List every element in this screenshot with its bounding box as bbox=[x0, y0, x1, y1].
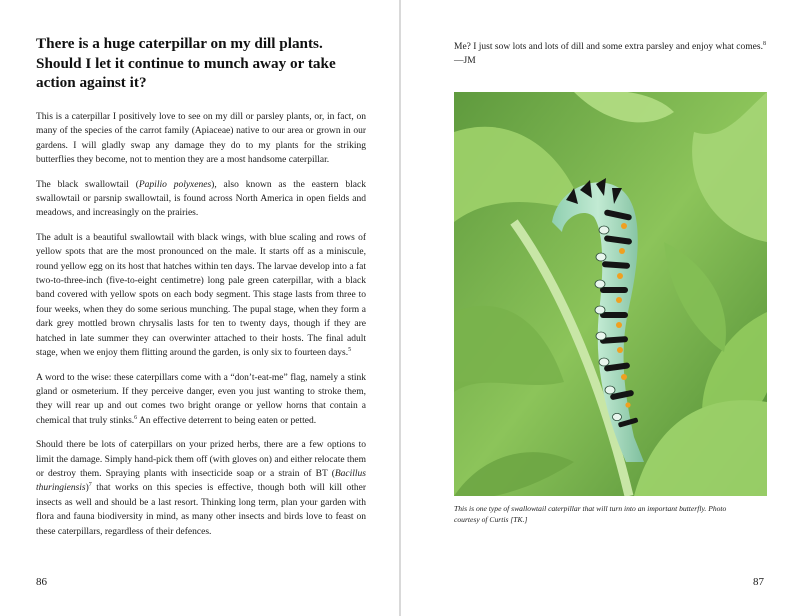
page-number-left: 86 bbox=[36, 576, 47, 588]
paragraph-text: A word to the wise: these caterpillars come with a “don’t-eat-me” flag, namely a stink gland or osmeterium. If they perceive danger, even you just wanting to stroke them, they will rear up and out comes two bright orange or yellow horns that contain a chemical that truly stinks. bbox=[36, 372, 366, 426]
species-name: Bacillus thuringiensis bbox=[36, 468, 366, 494]
paragraph-4 bbox=[36, 371, 366, 429]
paragraph-text: that works on this species is effective, though both will kill other insects as well and should be a last resort. Thinking long term, plan your garden with flora and fauna biodiversity in mind, as many other insects and birds love to feast on these caterpillars, regardless of their defences. bbox=[36, 483, 366, 537]
caterpillar-photo bbox=[454, 92, 767, 496]
paragraph-text: The adult is a beautiful swallowtail with black wings, with blue scaling and rows of yellow spots that are the most pronounced on the male. It starts off as a miniscule, round yellow egg on its host that hatches within ten days. The larvae develop into a fat two-to-three-inch (five-to-eight centimetre) long pale green caterpillar, with a black band covered with yellow spots on each body segment. This stage lasts from three to four weeks, when they do some serious munching. The pupal stage, when they form a dark grey mottled brown chrysalis lasts for ten to twenty days, though if they are hatched in late summer they can overwinter attached to their hosts. The final adult stage, when we enjoy them flitting around the garden, is only six to fourteen days. bbox=[36, 232, 366, 359]
paragraph-3 bbox=[36, 231, 366, 361]
continuation-text bbox=[454, 40, 767, 69]
page-number-right: 87 bbox=[753, 576, 764, 588]
paragraph-text: ) bbox=[85, 483, 89, 494]
author-signature: —JM bbox=[454, 56, 476, 67]
paragraph-text: An effective deterrent to being eaten or petted. bbox=[137, 415, 317, 426]
footnote-ref: 8 bbox=[762, 40, 766, 47]
page-heading: There is a huge caterpillar on my dill plants. Should I let it continue to munch away or take action against it? bbox=[36, 35, 336, 91]
body-text bbox=[36, 110, 366, 549]
caterpillar-photo-image bbox=[454, 92, 767, 496]
right-page bbox=[401, 0, 800, 616]
footnote-ref: 6 bbox=[134, 414, 138, 421]
photo-caption: This is one type of swallowtail caterpillar that will turn into an important butterfly. Photo courtesy of Curtis [TK.] bbox=[454, 504, 727, 524]
left-page bbox=[0, 0, 399, 616]
paragraph-text: Me? I just sow lots and lots of dill and some extra parsley and enjoy what comes. bbox=[454, 42, 763, 52]
paragraph-text: This is a caterpillar I positively love to see on my dill or parsley plants, or, in fact, on many of the species of the carrot family (Apiaceae) native to our area or grown in our gardens. I will gladly swap any damage they do to my plants for the striking butterflies they become, not to mention they are a most handsome caterpillar. bbox=[36, 112, 366, 166]
footnote-ref: 5 bbox=[348, 346, 352, 353]
paragraph-5 bbox=[36, 438, 366, 539]
footnote-ref: 7 bbox=[88, 482, 92, 489]
paragraph-text: Should there be lots of caterpillars on your prized herbs, there are a few options to limit the damage. Simply hand-pick them off (with gloves on) and either relocate them or destroy them. Spraying plants with insecticide soap or a strain of BT ( bbox=[36, 440, 366, 479]
paragraph-2 bbox=[36, 178, 366, 221]
paragraph-text: The black swallowtail ( bbox=[36, 179, 139, 190]
paragraph-text: ), also known as the eastern black swallowtail or parsnip swallowtail, is found across North America in open fields and meadows, and increasingly on the prairies. bbox=[36, 179, 366, 219]
species-name: Papilio polyxenes bbox=[138, 179, 212, 190]
paragraph-1 bbox=[36, 110, 366, 168]
